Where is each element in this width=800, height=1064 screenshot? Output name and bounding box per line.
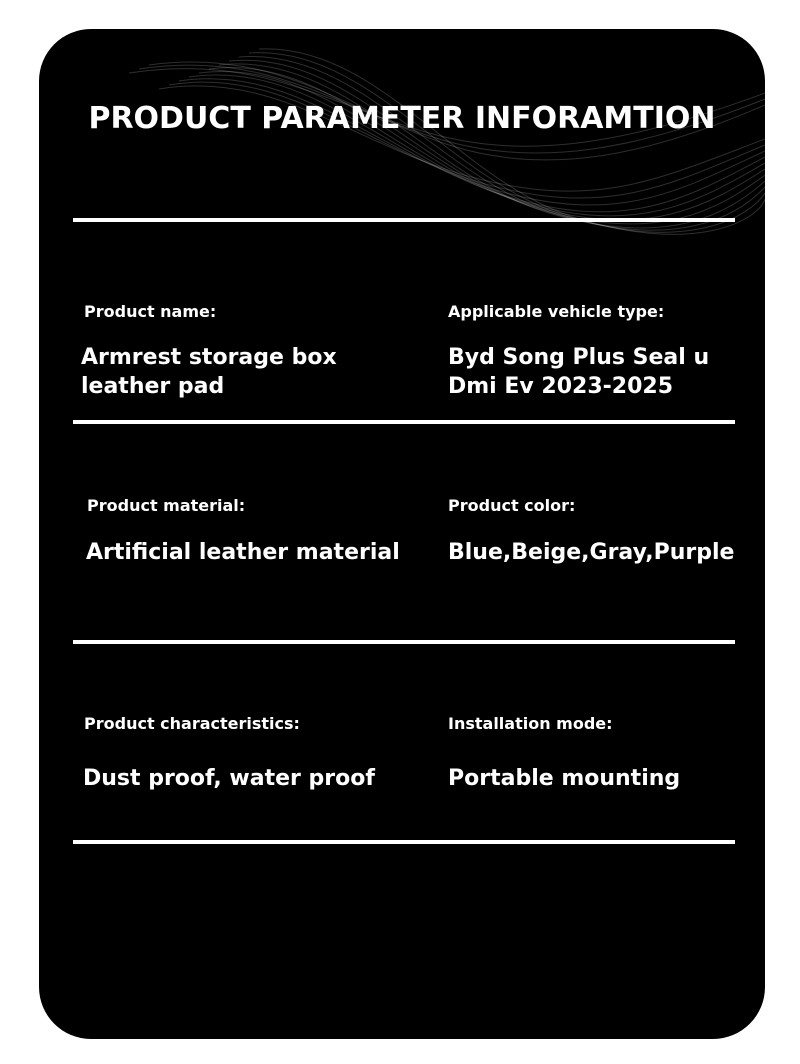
divider-bottom <box>73 840 735 844</box>
divider-top <box>73 218 735 222</box>
material-value: Artificial leather material <box>86 540 400 565</box>
vehicle-type-label: Applicable vehicle type: <box>448 302 665 321</box>
installation-label: Installation mode: <box>448 714 613 733</box>
divider-row-1 <box>73 420 735 424</box>
characteristics-label: Product characteristics: <box>84 714 300 733</box>
installation-value: Portable mounting <box>448 766 681 791</box>
color-value: Blue,Beige,Gray,Purple <box>448 540 735 565</box>
material-label: Product material: <box>87 496 246 515</box>
divider-row-2 <box>73 640 735 644</box>
product-name-value: Armrest storage box leather pad <box>81 345 337 399</box>
parameter-card <box>39 29 765 1039</box>
decorative-wave-lines <box>39 29 765 269</box>
characteristics-value: Dust proof, water proof <box>83 766 375 791</box>
product-name-label: Product name: <box>84 302 217 321</box>
vehicle-type-value: Byd Song Plus Seal u Dmi Ev 2023-2025 <box>448 345 710 399</box>
color-label: Product color: <box>448 496 576 515</box>
page-title: PRODUCT PARAMETER INFORAMTION <box>88 101 716 136</box>
